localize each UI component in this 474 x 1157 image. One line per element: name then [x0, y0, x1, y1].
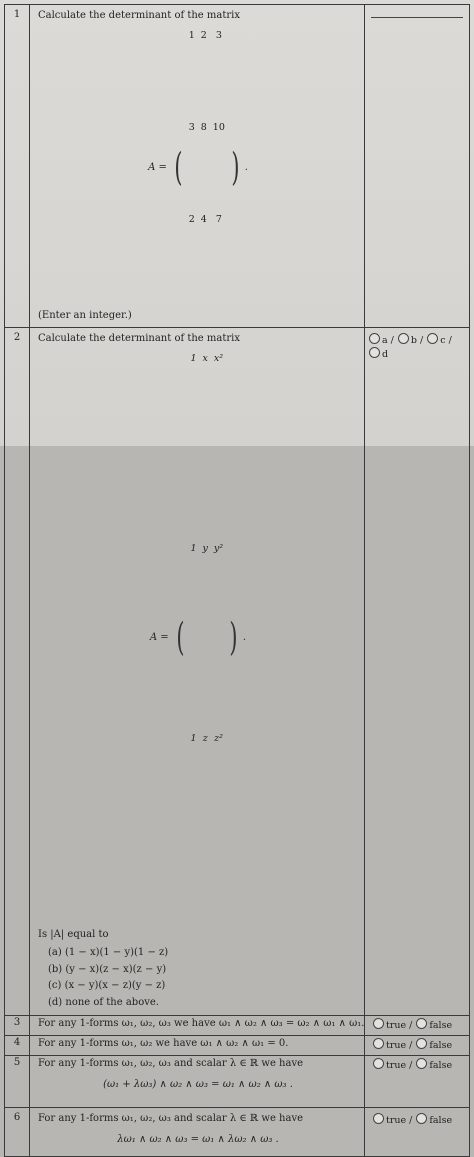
question-row-2	[5, 328, 470, 1016]
option-c: (c) (x − y)(x − z)(y − z)	[48, 980, 166, 991]
matrix	[187, 352, 226, 922]
radio-icon[interactable]	[373, 1113, 384, 1124]
question-number: 6	[5, 1108, 30, 1157]
matrix-lhs: A =	[149, 631, 169, 643]
radio-icon[interactable]	[416, 1038, 427, 1049]
choice-true[interactable]: true /	[373, 1058, 412, 1072]
matrix-entry: 10	[212, 122, 225, 133]
question-text: For any 1-forms ω₁, ω₂, ω₃ we have ω₁ ∧ ω₂ ∧ ω₃ = ω₂ ∧ ω₁ ∧ ω₁.	[38, 1018, 365, 1029]
matrix-entry: 3	[188, 122, 195, 133]
question-row-3	[5, 1016, 470, 1036]
option-a: (a) (1 − x)(1 − y)(1 − z)	[48, 947, 169, 958]
question-number: 5	[5, 1056, 30, 1108]
matrix-entry: 1	[190, 353, 197, 364]
answer-cell	[365, 5, 470, 328]
option-b: (b) (y − x)(z − x)(z − y)	[48, 963, 167, 975]
radio-icon[interactable]	[416, 1113, 427, 1124]
matrix-entry: 2	[188, 214, 195, 225]
question-prompt: Calculate the determinant of the matrix	[38, 10, 240, 21]
radio-icon[interactable]	[369, 347, 380, 358]
question-number: 4	[5, 1036, 30, 1056]
matrix-lhs: A =	[148, 161, 167, 173]
matrix-entry: 7	[215, 214, 222, 225]
matrix-display: A = ( 1 x x² 1 y y² 1 z z² ) .	[38, 352, 358, 922]
answer-cell	[365, 1056, 470, 1108]
question-number: 3	[5, 1016, 30, 1036]
question-number: 1	[5, 5, 30, 328]
matrix-entry: y²	[213, 543, 224, 554]
question-number: 2	[5, 328, 30, 1016]
question-text: For any 1-forms ω₁, ω₂, ω₃ and scalar λ ∈ ℝ we have	[38, 1058, 304, 1069]
matrix	[186, 29, 228, 305]
radio-icon[interactable]	[373, 1038, 384, 1049]
question-row-6	[5, 1108, 470, 1157]
matrix-entry: z²	[214, 733, 223, 744]
choice-d[interactable]: d	[369, 347, 388, 361]
matrix-entry: 4	[200, 214, 207, 225]
question-row-1	[5, 5, 470, 328]
radio-icon[interactable]	[427, 333, 438, 344]
answer-cell	[365, 1036, 470, 1056]
question-note: (Enter an integer.)	[38, 310, 132, 321]
question-cell	[30, 1036, 365, 1056]
choice-true[interactable]: true /	[373, 1018, 412, 1032]
radio-icon[interactable]	[369, 333, 380, 344]
answer-cell	[365, 328, 470, 1016]
matrix-entry: 1	[190, 733, 197, 744]
answer-input[interactable]	[371, 17, 463, 18]
choice-b[interactable]: b /	[398, 333, 423, 347]
question-subprompt: Is |A| equal to	[38, 929, 109, 940]
matrix-entry: z	[202, 733, 208, 744]
choice-false[interactable]: false	[416, 1113, 452, 1127]
question-row-4	[5, 1036, 470, 1056]
question-text: For any 1-forms ω₁, ω₂, ω₃ and scalar λ ∈ ℝ we have	[38, 1113, 304, 1124]
matrix-entry: 1	[188, 30, 195, 41]
matrix-entry: 3	[215, 30, 222, 41]
question-cell	[30, 328, 365, 1016]
matrix-entry: 1	[190, 543, 197, 554]
matrix-entry: 8	[200, 122, 207, 133]
formula-display: λω₁ ∧ ω₂ ∧ ω₃ = ω₁ ∧ λω₂ ∧ ω₃ .	[117, 1134, 279, 1145]
matrix-entry: 2	[200, 30, 207, 41]
question-cell	[30, 1056, 365, 1108]
radio-icon[interactable]	[373, 1018, 384, 1029]
choice-false[interactable]: false	[416, 1038, 452, 1052]
question-table	[4, 4, 470, 1157]
option-d: (d) none of the above.	[48, 996, 159, 1008]
answer-cell	[365, 1016, 470, 1036]
matrix-entry: y	[202, 543, 208, 554]
matrix-display: A = ( 1 2 3 3 8 10 2 4 7 ) .	[38, 29, 358, 305]
radio-icon[interactable]	[398, 333, 409, 344]
formula-display: (ω₁ + λω₃) ∧ ω₂ ∧ ω₃ = ω₁ ∧ ω₂ ∧ ω₃ .	[103, 1079, 293, 1090]
answer-cell	[365, 1108, 470, 1157]
choice-false[interactable]: false	[416, 1018, 452, 1032]
radio-icon[interactable]	[416, 1018, 427, 1029]
choice-a[interactable]: a /	[369, 333, 394, 347]
choice-false[interactable]: false	[416, 1058, 452, 1072]
choice-true[interactable]: true /	[373, 1038, 412, 1052]
matrix-entry: x	[202, 353, 208, 364]
question-cell	[30, 5, 365, 328]
matrix-entry: x²	[213, 353, 224, 364]
choice-c[interactable]: c /	[427, 333, 452, 347]
question-prompt: Calculate the determinant of the matrix	[38, 333, 240, 344]
question-cell	[30, 1016, 365, 1036]
question-text: For any 1-forms ω₁, ω₂ we have ω₁ ∧ ω₂ ∧ ω₁ = 0.	[38, 1038, 289, 1049]
choice-true[interactable]: true /	[373, 1113, 412, 1127]
question-cell	[30, 1108, 365, 1157]
radio-icon[interactable]	[373, 1058, 384, 1069]
question-row-5	[5, 1056, 470, 1108]
radio-icon[interactable]	[416, 1058, 427, 1069]
